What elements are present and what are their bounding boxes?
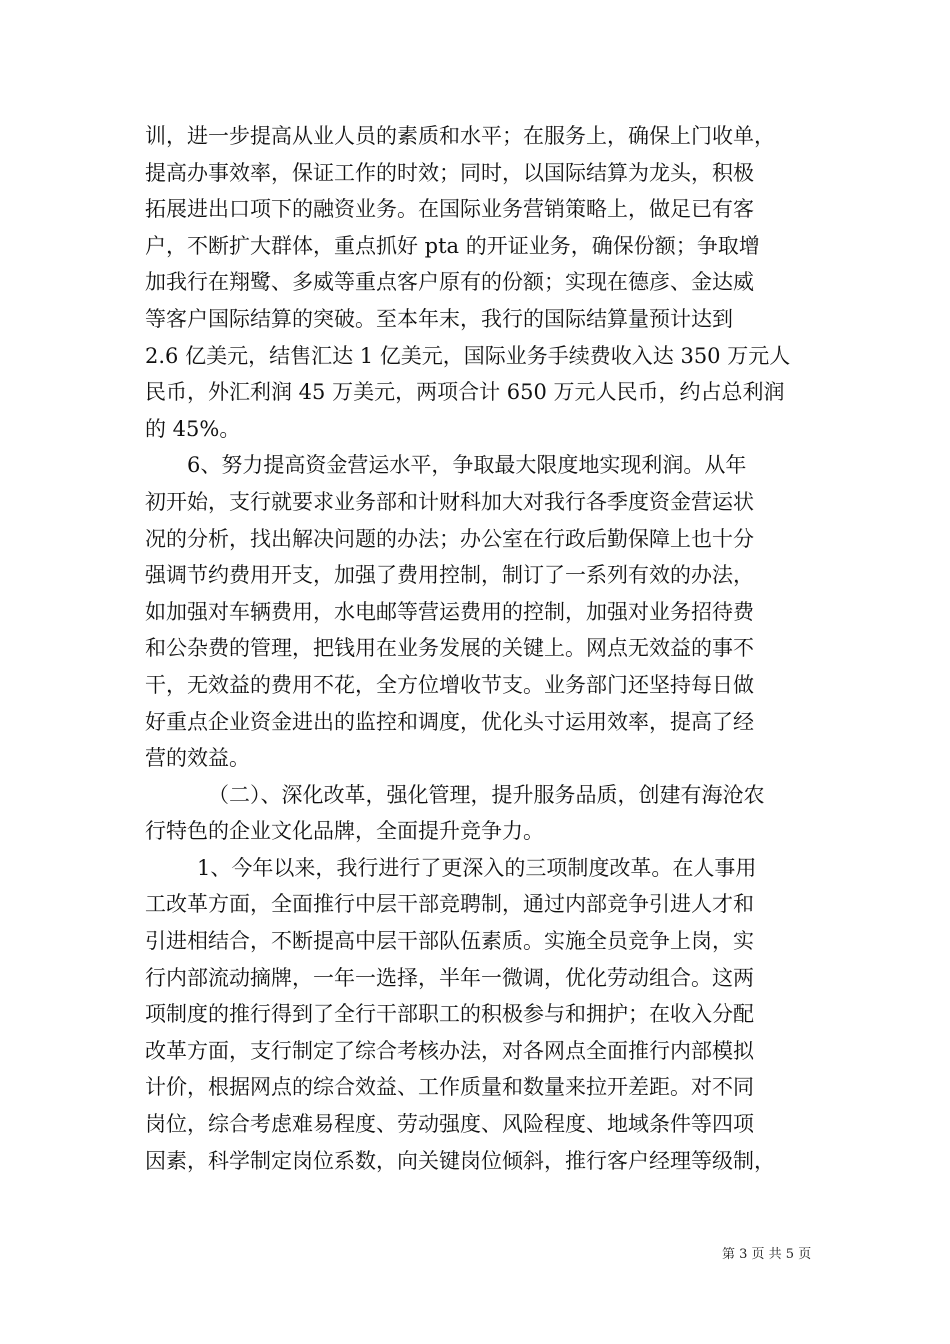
text-line: 提高办事效率，保证工作的时效；同时，以国际结算为龙头，积极 <box>145 160 754 185</box>
text-line: 民币，外汇利润 45 万美元，两项合计 650 万元人民币，约占总利润 <box>145 380 785 405</box>
text-line: 2.6 亿美元，结售汇达 1 亿美元，国际业务手续费收入达 350 万元人 <box>145 343 791 368</box>
page-number: 第 3 页 共 5 页 <box>722 1247 812 1262</box>
text-line: 加我行在翔鹭、多威等重点客户原有的份额；实现在德彦、金达威 <box>145 270 754 295</box>
text-line: 强调节约费用开支，加强了费用控制，制订了一系列有效的办法， <box>145 563 754 588</box>
text-line: 如加强对车辆费用，水电邮等营运费用的控制，加强对业务招待费 <box>145 599 754 624</box>
section-heading-2: （二）、深化改革，强化管理，提升服务品质，创建有海沧农 <box>208 782 765 807</box>
text-line: 行特色的企业文化品牌，全面提升竞争力。 <box>145 819 544 844</box>
text-line: 户，不断扩大群体，重点抓好 pta 的开证业务，确保份额；争取增 <box>145 233 760 258</box>
paragraph-heading-1: 1、今年以来，我行进行了更深入的三项制度改革。在人事用 <box>197 855 757 880</box>
text-line: 项制度的推行得到了全行干部职工的积极参与和拥护；在收入分配 <box>145 1002 754 1027</box>
text-line: 干，无效益的费用不花，全方位增收节支。业务部门还坚持每日做 <box>145 672 754 697</box>
text-line: 计价，根据网点的综合效益、工作质量和数量来拉开差距。对不同 <box>145 1075 754 1100</box>
document-body <box>145 118 833 1179</box>
text-line: 的 45%。 <box>145 416 241 441</box>
text-line: 工改革方面，全面推行中层干部竞聘制，通过内部竞争引进人才和 <box>145 892 754 917</box>
text-line: 拓展进出口项下的融资业务。在国际业务营销策略上，做足已有客 <box>145 197 754 222</box>
text-line: 行内部流动摘牌，一年一选择，半年一微调，优化劳动组合。这两 <box>145 965 754 990</box>
paragraph-heading-6: 6、努力提高资金营运水平，争取最大限度地实现利润。从年 <box>187 453 747 478</box>
text-line: 况的分析，找出解决问题的办法；办公室在行政后勤保障上也十分 <box>145 526 754 551</box>
text-line: 改革方面，支行制定了综合考核办法，对各网点全面推行内部模拟 <box>145 1038 754 1063</box>
text-line: 好重点企业资金进出的监控和调度，优化头寸运用效率，提高了经 <box>145 709 754 734</box>
text-line: 初开始，支行就要求业务部和计财科加大对我行各季度资金营运状 <box>145 489 754 514</box>
text-line: 因素，科学制定岗位系数，向关键岗位倾斜，推行客户经理等级制， <box>145 1148 775 1173</box>
text-line: 引进相结合，不断提高中层干部队伍素质。实施全员竞争上岗，实 <box>145 929 754 954</box>
text-line: 训，进一步提高从业人员的素质和水平；在服务上，确保上门收单， <box>145 124 775 148</box>
text-line: 等客户国际结算的突破。至本年末，我行的国际结算量预计达到 <box>145 306 733 331</box>
text-line: 和公杂费的管理，把钱用在业务发展的关键上。网点无效益的事不 <box>145 636 754 661</box>
text-line: 营的效益。 <box>145 746 250 771</box>
text-line: 岗位，综合考虑难易程度、劳动强度、风险程度、地域条件等四项 <box>145 1112 754 1137</box>
